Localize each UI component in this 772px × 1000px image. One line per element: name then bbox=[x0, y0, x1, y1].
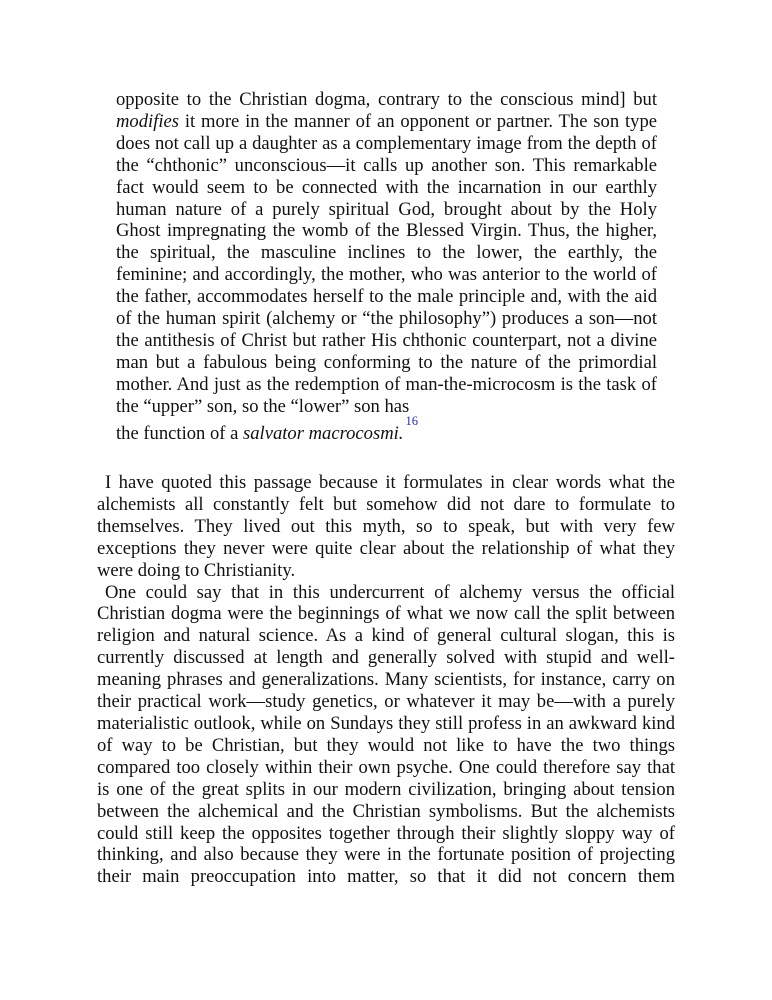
quote-lead: opposite to the Christian dogma, contrary to the conscious mind] but bbox=[116, 89, 657, 110]
quote-last-prefix: the function of a bbox=[116, 422, 244, 444]
quote-last-italic: salvator macrocosmi. bbox=[243, 422, 404, 444]
footnote-ref-link[interactable]: 16 bbox=[405, 413, 418, 428]
quote-main: it more in the manner of an opponent or partner. The son type does not call up a daughter as a complementary image from the depth of the “chthonic” unconscious—it calls up another son. This remarkable fact would seem to be connected with the incarnation in our earthly human nature of a purely spiritual God, brought about by the Holy Ghost impregnating the womb of the Blessed Virgin. Thus, the higher, the spiritual, the masculine inclines to the lower, the earthly, the feminine; and accordingly, the mother, who was anterior to the world of the father, accommodates herself to the male principle and, with the aid of the human spirit (alchemy or “the philosophy”) produces a son—not the antithesis of Christ but rather His chthonic counterpart, not a divine man but a fabulous being conforming to the nature of the primordial mother. And just as the redemption of man-the-microcosm is the task of the “upper” son, so the “lower” son has bbox=[116, 110, 657, 417]
body-text bbox=[97, 472, 675, 888]
paragraph: One could say that in this undercurrent of alchemy versus the official Christian dogma were the beginnings of what we now call the split between religion and natural science. As a kind of general cultural slogan, this is currently discussed at length and generally solved with stupid and well-meaning phrases and generalizations. Many scientists, for instance, carry on their practical work—study genetics, or whatever it may be—with a purely materialistic outlook, while on Sundays they still profess in an awkward kind of way to be Christian, but they would not like to have the two things compared too closely within their own psyche. One could therefore say that is one of the great splits in our modern civilization, bringing about tension between the alchemical and the Christian symbolisms. But the alchemists could still keep the opposites together through their slightly sloppy way of thinking, and also because they were in the fortunate position of projecting their main preoccupation into matter, so that it did not concern them bbox=[97, 581, 675, 888]
quote-last-line bbox=[116, 413, 418, 444]
paragraph: I have quoted this passage because it formulates in clear words what the alchemists all constantly felt but somehow did not dare to formulate to themselves. They lived out this myth, so to speak, but with very few exceptions they never were quite clear about the relationship of what they were doing to Christianity. bbox=[97, 472, 675, 581]
quote-italic-word: modifies bbox=[116, 110, 180, 132]
block-quote bbox=[116, 89, 657, 445]
